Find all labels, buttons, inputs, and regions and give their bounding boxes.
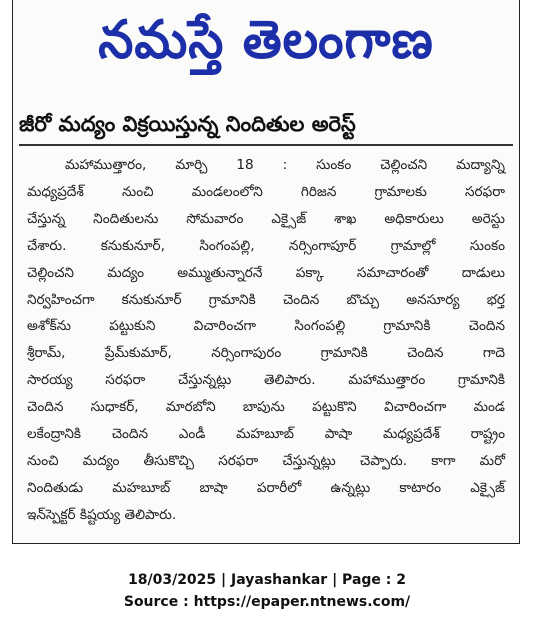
date-edition-caption: 18/03/2025 | Jayashankar | Page : 2 <box>128 572 406 588</box>
cut-fragment <box>13 97 519 101</box>
article-headline: జీరో మద్యం విక్రయిస్తున్న నిందితుల అరెస్ట్ <box>19 110 513 146</box>
newspaper-clipping <box>12 0 520 544</box>
body-line: నిర్వహించగా కనుకునూర్ గ్రామానికి చెందిన బొచ్చు అనసూర్య భర్త <box>27 291 505 308</box>
body-line: లకేంద్రానికి చెందిన ఎండీ మహబూబ్ పాషా మధ్యప్రదేశ్ రాష్ట్రం <box>27 426 505 443</box>
source-label: Source : <box>123 594 194 610</box>
article-body <box>27 152 505 529</box>
body-line: మహాముత్తారం, మార్చి 18 : సుంకం చెల్లించని మద్యాన్ని <box>65 157 505 173</box>
body-line: చేస్తున్న నిందితులను సోమవారం ఎక్సైజ్ శాఖ అధికారులు అరెస్టు <box>27 210 505 227</box>
body-line: శ్రీరామ్, ప్రేమ్‌కుమార్, నర్సింగాపురం గ్రామానికి చెందిన గాదె <box>27 345 505 362</box>
body-line: సారయ్య సరఫరా చేస్తున్నట్లు తెలిపారు. మహాముత్తారం గ్రామానికి <box>27 372 505 389</box>
body-line: నిందితుడు మహబూబ్ బాషా పరారీలో ఉన్నట్లు కాటారం ఎక్సైజ్ <box>27 479 505 496</box>
source-caption <box>0 594 534 610</box>
body-line: అశోక్‌ను పట్టుకుని విచారించగా సింగంపల్లి గ్రామానికి చెందిన <box>27 318 505 335</box>
masthead <box>13 0 519 92</box>
body-line: చెందిన సుధాకర్, మారబోని బాపును పట్టుకొని విచారించగా మండ <box>27 399 505 416</box>
body-line: చేశారు. కనుకునూర్, సింగంపల్లి, నర్సింగాపూర్ గ్రామాల్లో సుంకం <box>27 237 505 254</box>
body-line: చెల్లించని మద్యం అమ్ముతున్నారనే పక్కా సమాచారంతో దాడులు <box>27 264 505 281</box>
masthead-title: నమస్తే తెలంగాణ <box>98 8 434 70</box>
body-line: మధ్యప్రదేశ్ నుంచి మండలంలోని గిరిజన గ్రామాలకు సరఫరా <box>27 183 505 200</box>
body-line: నుంచి మద్యం తీసుకొచ్చి సరఫరా చేస్తున్నట్లు చెప్పారు. కాగా మరో <box>27 452 505 469</box>
source-link[interactable]: https://epaper.ntnews.com/ <box>193 594 411 610</box>
body-line: ఇన్‌స్పెక్టర్ కిష్టయ్య తెలిపారు. <box>27 506 177 523</box>
